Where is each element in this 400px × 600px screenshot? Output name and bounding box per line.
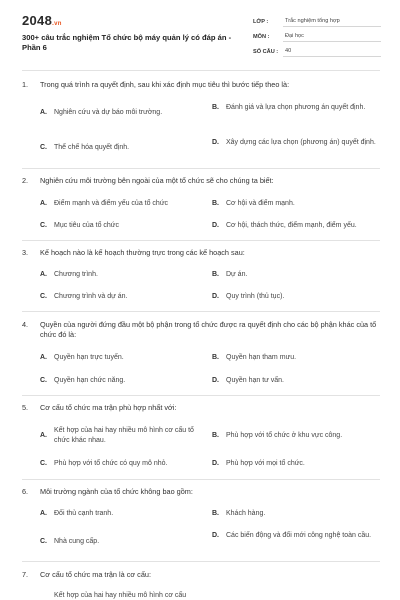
option-c[interactable] xyxy=(40,537,200,547)
question-stem xyxy=(22,487,380,497)
question-text: Kế hoạch nào là kế hoạch thường trực trong các kế hoạch sau: xyxy=(40,248,245,257)
option-letter: D. xyxy=(212,222,219,229)
option-text: Các biến động và đổi mới công nghệ toàn cầu. xyxy=(226,532,372,539)
option-text: Chương trình. xyxy=(54,271,98,278)
option-letter: D. xyxy=(212,293,219,300)
option-text: Cơ hội và điểm mạnh. xyxy=(226,200,295,207)
option-b[interactable] xyxy=(212,103,380,113)
question-stem xyxy=(22,248,380,258)
question-number: 6. xyxy=(22,487,29,496)
question-4 xyxy=(22,320,380,340)
option-text: Khách hàng. xyxy=(226,510,266,517)
question-number: 5. xyxy=(22,403,29,412)
option-text: Kết hợp của hai hay nhiều mô hình cơ cấu xyxy=(54,592,187,599)
option-text: Phù hợp với tổ chức có quy mô nhỏ. xyxy=(54,460,168,467)
meta-value: Đại học xyxy=(283,33,381,42)
option-a[interactable] xyxy=(40,426,205,445)
option-letter: A. xyxy=(40,200,47,207)
site-logo[interactable] xyxy=(22,13,62,28)
option-letter: C. xyxy=(40,293,47,300)
option-letter: C. xyxy=(40,538,47,545)
question-text: Môi trường ngành của tổ chức không bao gồm: xyxy=(40,487,193,496)
option-a[interactable] xyxy=(40,270,200,280)
question-divider xyxy=(22,395,380,396)
question-number: 2. xyxy=(22,176,29,185)
option-text: Thể chế hóa quyết định. xyxy=(54,144,130,151)
header-divider xyxy=(22,70,380,71)
question-text: Cơ cấu tổ chức ma trận là cơ cấu: xyxy=(40,570,151,579)
option-b[interactable] xyxy=(212,431,380,441)
question-divider xyxy=(22,311,380,312)
option-text: Nghiên cứu và dự báo môi trường. xyxy=(54,109,163,116)
option-letter: D. xyxy=(212,460,219,467)
meta-value: 40 xyxy=(283,48,381,57)
option-b[interactable] xyxy=(212,270,380,280)
option-letter: A. xyxy=(40,510,47,517)
question-5 xyxy=(22,403,380,413)
meta-label: SỐ CÂU : xyxy=(253,49,279,55)
question-stem xyxy=(22,80,380,90)
option-letter: A. xyxy=(40,109,47,116)
option-letter: C. xyxy=(40,144,47,151)
option-letter: D. xyxy=(212,139,219,146)
meta-row-class xyxy=(253,12,381,27)
option-a[interactable] xyxy=(40,353,200,363)
option-d[interactable] xyxy=(212,376,380,386)
meta-row-count xyxy=(253,42,381,57)
option-d[interactable] xyxy=(212,459,380,469)
meta-label: LỚP : xyxy=(253,19,269,25)
option-d[interactable] xyxy=(212,221,380,231)
option-text: Chương trình và dự án. xyxy=(54,293,128,300)
meta-label: MÔN : xyxy=(253,34,270,40)
question-6 xyxy=(22,487,380,497)
option-letter: C. xyxy=(40,377,47,384)
question-stem xyxy=(22,320,380,340)
option-letter: C. xyxy=(40,222,47,229)
option-letter: D. xyxy=(212,377,219,384)
question-divider xyxy=(22,561,380,562)
option-letter: D. xyxy=(212,532,219,539)
option-letter: B. xyxy=(212,432,219,439)
option-d[interactable] xyxy=(212,531,380,541)
option-text: Quyền hạn chức năng. xyxy=(54,377,126,384)
option-c[interactable] xyxy=(40,292,200,302)
question-number: 4. xyxy=(22,320,29,329)
question-number: 3. xyxy=(22,248,29,257)
question-divider xyxy=(22,240,380,241)
option-letter: A. xyxy=(40,431,47,439)
question-text: Nghiên cứu môi trường bên ngoài của một tổ chức sẽ cho chúng ta biết: xyxy=(40,176,274,185)
option-text: Phù hợp với tổ chức ở khu vực công. xyxy=(226,432,343,439)
question-stem xyxy=(22,176,380,186)
option-a[interactable] xyxy=(40,199,200,209)
option-text: Xây dựng các lựa chọn (phương án) quyết định. xyxy=(226,139,376,146)
question-stem xyxy=(22,570,380,580)
option-text: Quyền hạn trực tuyến. xyxy=(54,354,124,361)
logo-text: 2048 xyxy=(22,13,53,28)
option-text: Đối thủ cạnh tranh. xyxy=(54,510,114,517)
question-number: 1. xyxy=(22,80,29,89)
question-3 xyxy=(22,248,380,258)
question-text: Cơ cấu tổ chức ma trận phù hợp nhất với: xyxy=(40,403,177,412)
option-text: Quy trình (thủ tục). xyxy=(226,293,285,300)
option-text: Đánh giá và lựa chọn phương án quyết định. xyxy=(226,104,366,111)
option-b[interactable] xyxy=(212,199,380,209)
option-text: Phù hợp với mọi tổ chức. xyxy=(226,460,305,467)
option-letter: A. xyxy=(40,271,47,278)
option-letter: B. xyxy=(212,510,219,517)
question-stem xyxy=(22,403,380,413)
option-text: Dự án. xyxy=(226,271,248,278)
question-number: 7. xyxy=(22,570,29,579)
question-text: Trong quá trình ra quyết định, sau khi xác định mục tiêu thì bước tiếp theo là: xyxy=(40,80,290,89)
option-letter: B. xyxy=(212,354,219,361)
question-divider xyxy=(22,168,380,169)
document-header xyxy=(0,0,400,66)
option-c[interactable] xyxy=(40,221,200,231)
option-d[interactable] xyxy=(212,292,380,302)
option-b[interactable] xyxy=(212,509,380,519)
option-c[interactable] xyxy=(40,459,205,469)
question-text: Quyền của người đứng đầu một bộ phận trong tổ chức được ra quyết định cho các bộ phận khác của tổ chức đó là: xyxy=(40,320,377,339)
option-letter: B. xyxy=(212,104,219,111)
option-letter: B. xyxy=(212,271,219,278)
option-letter: B. xyxy=(212,200,219,207)
option-text: Điểm mạnh và điểm yếu của tổ chức xyxy=(54,200,169,207)
question-2 xyxy=(22,176,380,186)
question-7 xyxy=(22,570,380,580)
option-c[interactable] xyxy=(40,143,200,153)
option-text: Mục tiêu của tổ chức xyxy=(54,222,119,229)
document-title: 300+ câu trắc nghiệm Tổ chức bộ máy quản lý có đáp án - Phần 6 xyxy=(22,33,232,52)
option-a[interactable] xyxy=(40,108,200,118)
option-a[interactable] xyxy=(40,591,205,600)
option-text: Kết hợp của hai hay nhiều mô hình cơ cấu tổ chức khác nhau. xyxy=(54,427,194,444)
option-letter: C. xyxy=(40,460,47,467)
meta-row-subject xyxy=(253,27,381,42)
option-a[interactable] xyxy=(40,509,200,519)
option-text: Cơ hội, thách thức, điểm mạnh, điểm yếu. xyxy=(226,222,357,229)
logo-suffix: .vn xyxy=(52,21,62,27)
option-b[interactable] xyxy=(212,353,380,363)
option-d[interactable] xyxy=(212,138,380,148)
meta-value: Trắc nghiệm tổng hợp xyxy=(283,18,381,27)
option-text: Quyền hạn tham mưu. xyxy=(226,354,297,361)
question-1 xyxy=(22,80,380,90)
option-text: Nhà cung cấp. xyxy=(54,538,100,545)
option-c[interactable] xyxy=(40,376,200,386)
document-meta xyxy=(253,12,381,57)
option-letter: A. xyxy=(40,354,47,361)
question-divider xyxy=(22,479,380,480)
option-text: Quyền hạn tư vấn. xyxy=(226,377,284,384)
